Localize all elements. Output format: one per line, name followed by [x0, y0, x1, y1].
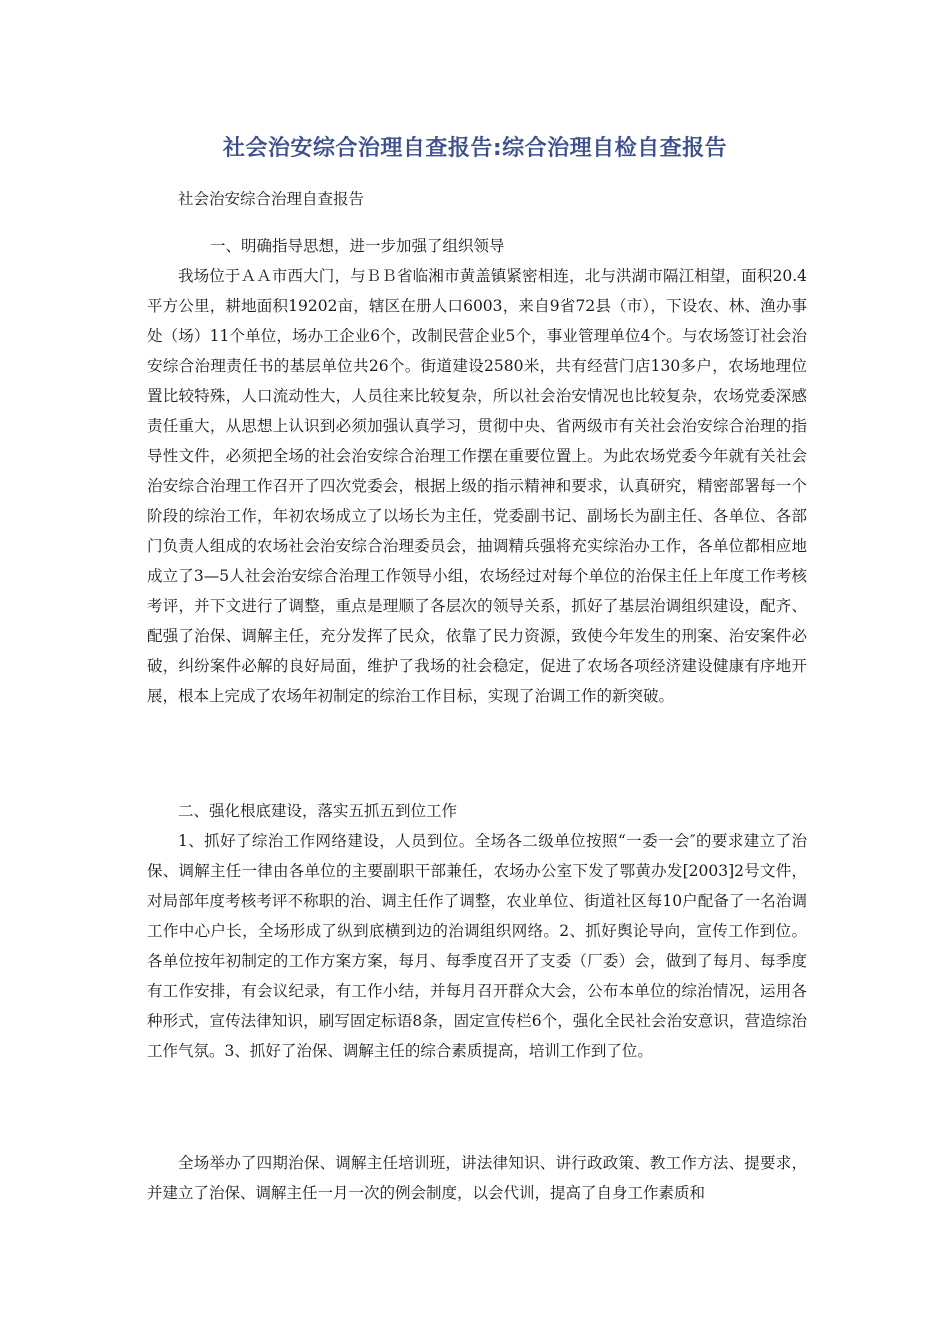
section-2-heading: 二、强化根底建设，落实五抓五到位工作	[178, 802, 458, 820]
section-1-paragraph: 我场位于ＡＡ市西大门，与ＢＢ省临湘市黄盖镇紧密相连，北与洪湖市隔江相望，面积20.4平方公里，耕地面积19202亩，辖区在册人口6003，来自9省72县（市），下设农、林、渔办事处（场）11个单位，场办工企业6个，改制民营企业5个，事业管理单位4个。与农场签订社会治安综合治理责任书的基层单位共26个。街道建设2580米，共有经营门店130多户，农场地理位置比较特殊，人口流动性大，人员往来比较复杂，所以社会治安情况也比较复杂，农场党委深感责任重大，从思想上认识到必须加强认真学习，贯彻中央、省两级市有关社会治安综合治理的指导性文件，必须把全场的社会治安综合治理工作摆在重要位置上。为此农场党委今年就有关社会治安综合治理工作召开了四次党委会，根据上级的指示精神和要求，认真研究，精密部署每一个阶段的综治工作，年初农场成立了以场长为主任，党委副书记、副场长为副主任、各单位、各部门负责人组成的农场社会治安综合治理委员会，抽调精兵强将充实综治办工作，各单位都相应地成立了3—5人社会治安综合治理工作领导小组，农场经过对每个单位的治保主任上年度工作考核考评，并下文进行了调整，重点是理顺了各层次的领导关系，抓好了基层治调组织建设，配齐、配强了治保、调解主任，充分发挥了民众，依靠了民力资源，致使今年发生的刑案、治安案件必破，纠纷案件必解的良好局面，维护了我场的社会稳定，促进了农场各项经济建设健康有序地开展，根本上完成了农场年初制定的综治工作目标，实现了治调工作的新突破。	[147, 267, 807, 705]
document-title: 社会治安综合治理自查报告:综合治理自检自查报告	[222, 136, 728, 161]
section-1-heading: 一、明确指导思想，进一步加强了组织领导	[210, 237, 505, 255]
document-subtitle: 社会治安综合治理自查报告	[178, 190, 365, 208]
section-2-paragraph: 1、抓好了综治工作网络建设，人员到位。全场各二级单位按照“一委一会″的要求建立了治保、调解主任一律由各单位的主要副职干部兼任，农场办公室下发了鄂黄办发[2003]2号文件，对局部年度考核考评不称职的治、调主任作了调整，农业单位、街道社区每10户配备了一名治调工作中心户长，全场形成了纵到底横到边的治调组织网络。2、抓好舆论导向，宣传工作到位。各单位按年初制定的工作方案方案，每月、每季度召开了支委（厂委）会，做到了每月、每季度有工作安排，有会议纪录，有工作小结，并每月召开群众大会，公布本单位的综治情况，运用各种形式，宣传法律知识，刷写固定标语8条，固定宣传栏6个，强化全民社会治安意识，营造综治工作气氛。3、抓好了治保、调解主任的综合素质提高，培训工作到了位。	[147, 832, 807, 1060]
section-3-paragraph: 全场举办了四期治保、调解主任培训班，讲法律知识、讲行政政策、教工作方法、提要求，并建立了治保、调解主任一月一次的例会制度，以会代训，提高了自身工作素质和	[147, 1154, 807, 1202]
